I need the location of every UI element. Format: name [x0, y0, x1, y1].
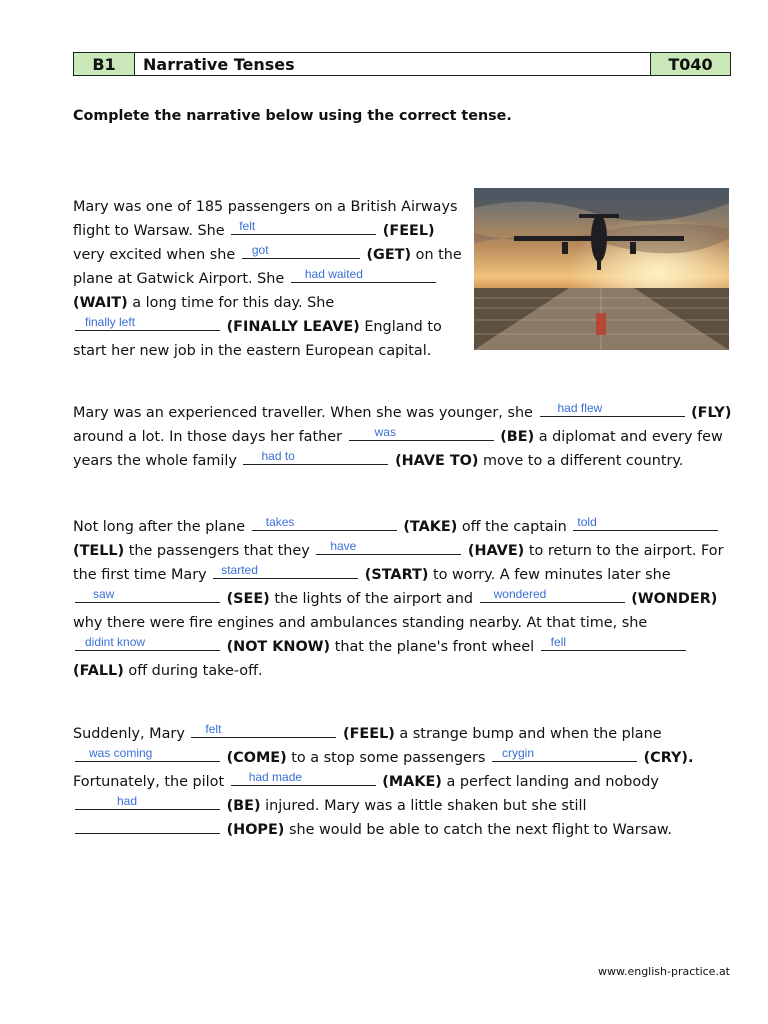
answer-text: takes — [265, 515, 295, 529]
answer-blank[interactable] — [75, 794, 220, 810]
text: off during take-off. — [128, 663, 263, 679]
answer-text: had made — [248, 770, 303, 784]
answer-blank[interactable] — [75, 587, 220, 603]
answer-text: told — [577, 515, 597, 529]
verb-cue: (COME) — [226, 750, 287, 766]
text: a perfect landing and nobody — [446, 774, 659, 790]
instructions: Complete the narrative below using the correct tense. — [73, 108, 512, 124]
answer-text: felt — [205, 722, 222, 736]
worksheet-title: Narrative Tenses — [135, 53, 651, 75]
text: the passengers that they — [128, 543, 310, 559]
answer-blank[interactable] — [231, 770, 376, 786]
text: Mary was one of 185 passengers on a British Airways flight to Warsaw. She — [73, 199, 458, 239]
footer-url[interactable]: www.english-practice.at — [597, 965, 730, 978]
verb-cue: (BE) — [226, 798, 261, 814]
answer-blank[interactable] — [75, 635, 220, 651]
paragraph-1 — [73, 195, 468, 363]
answer-text: was — [374, 425, 396, 439]
answer-blank[interactable] — [242, 243, 360, 259]
answer-blank[interactable] — [75, 746, 220, 762]
answer-text: felt — [239, 219, 256, 233]
verb-cue: (HAVE TO) — [395, 453, 479, 469]
text: move to a different country. — [483, 453, 684, 469]
text: Mary was an experienced traveller. When she was younger, she — [73, 405, 533, 421]
text: on the plane at Gatwick Airport. She — [73, 247, 462, 287]
answer-blank[interactable] — [213, 563, 358, 579]
text: Not long after the plane — [73, 519, 246, 535]
verb-cue: (FEEL) — [343, 726, 395, 742]
verb-cue: (TELL) — [73, 543, 125, 559]
text: why there were fire engines and ambulances standing nearby. At that time, she — [73, 615, 648, 631]
answer-blank[interactable] — [492, 746, 637, 762]
answer-blank[interactable] — [349, 425, 494, 441]
text: very excited when she — [73, 247, 236, 263]
verb-cue: (NOT KNOW) — [226, 639, 331, 655]
level-badge: B1 — [74, 53, 135, 75]
answer-text: fell — [550, 635, 566, 649]
text: she would be able to catch the next flight to Warsaw. — [288, 822, 672, 838]
text: injured. Mary was a little shaken but she still — [265, 798, 587, 814]
answer-blank[interactable] — [75, 818, 220, 834]
verb-cue: (HOPE) — [226, 822, 285, 838]
answer-blank[interactable] — [252, 515, 397, 531]
text: a long time for this day. She — [132, 295, 335, 311]
text: the lights of the airport and — [274, 591, 474, 607]
verb-cue: (WAIT) — [73, 295, 128, 311]
text: Fortunately, the pilot — [73, 774, 225, 790]
answer-text: had to — [261, 449, 295, 463]
paragraph-4 — [73, 722, 738, 842]
answer-text: didint know — [85, 635, 146, 649]
verb-cue: (START) — [364, 567, 429, 583]
text: a strange bump and when the plane — [399, 726, 662, 742]
verb-cue: (MAKE) — [382, 774, 442, 790]
answer-blank[interactable] — [573, 515, 718, 531]
worksheet-code: T040 — [651, 53, 730, 75]
text: around a lot. In those days her father — [73, 429, 343, 445]
answer-blank[interactable] — [231, 219, 376, 235]
text: to worry. A few minutes later she — [432, 567, 671, 583]
answer-text: had waited — [304, 267, 363, 281]
answer-text: was coming — [89, 746, 153, 760]
text: off the captain — [461, 519, 567, 535]
text: to return to the airport. For the first time Mary — [73, 543, 724, 583]
verb-cue: (GET) — [366, 247, 412, 263]
answer-text: have — [330, 539, 357, 553]
text: that the plane's front wheel — [334, 639, 535, 655]
verb-cue: (TAKE) — [403, 519, 458, 535]
paragraph-2 — [73, 401, 738, 473]
airplane-photo-icon — [474, 188, 729, 350]
answer-blank[interactable] — [75, 315, 220, 331]
answer-text: got — [251, 243, 269, 257]
verb-cue: (CRY). — [643, 750, 694, 766]
verb-cue: (HAVE) — [467, 543, 525, 559]
answer-blank[interactable] — [191, 722, 336, 738]
verb-cue: (FALL) — [73, 663, 124, 679]
answer-text: had flew — [557, 401, 603, 415]
answer-text: saw — [93, 587, 115, 601]
verb-cue: (BE) — [500, 429, 535, 445]
answer-blank[interactable] — [540, 401, 685, 417]
answer-text: had — [117, 794, 138, 808]
verb-cue: (FINALLY LEAVE) — [226, 319, 360, 335]
answer-blank[interactable] — [480, 587, 625, 603]
paragraph-3 — [73, 515, 738, 683]
airplane-landing-photo — [474, 188, 729, 350]
answer-text: wondered — [493, 587, 547, 601]
answer-text: started — [221, 563, 258, 577]
text: a diplomat and every few years the whole family — [73, 429, 723, 469]
answer-blank[interactable] — [291, 267, 436, 283]
text: Suddenly, Mary — [73, 726, 185, 742]
verb-cue: (FLY) — [691, 405, 732, 421]
verb-cue: (WONDER) — [631, 591, 718, 607]
worksheet-header — [73, 52, 731, 76]
answer-blank[interactable] — [541, 635, 686, 651]
verb-cue: (FEEL) — [382, 223, 435, 239]
answer-blank[interactable] — [316, 539, 461, 555]
answer-text: finally left — [85, 315, 136, 329]
text: England to start her new job in the eastern European capital. — [73, 319, 442, 359]
answer-blank[interactable] — [243, 449, 388, 465]
verb-cue: (SEE) — [226, 591, 270, 607]
text: to a stop some passengers — [291, 750, 486, 766]
answer-text: crygin — [501, 746, 534, 760]
